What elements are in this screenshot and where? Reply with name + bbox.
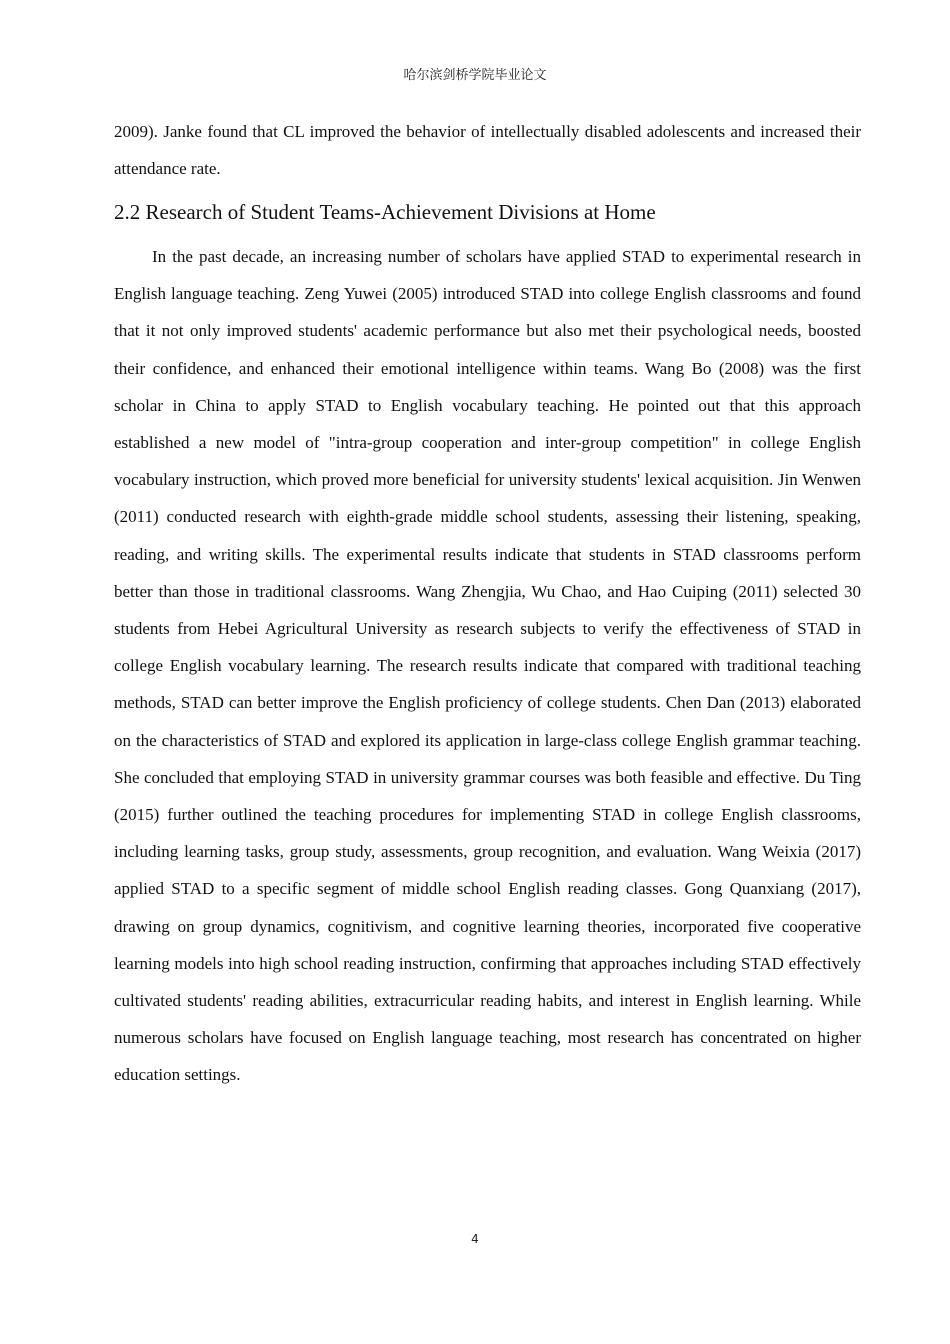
section-paragraph: In the past decade, an increasing number of scholars have applied STAD to experimental research in English language teaching. Zeng Yuwei (2005) introduced STAD into college English classrooms and found that it not only improved students' academic performance but also met their psychological needs, boosted their confidence, and enhanced their emotional intelligence within teams. Wang Bo (2008) was the first scholar in China to apply STAD to English vocabulary teaching. He pointed out that this approach established a new model of "intra-group cooperation and inter-group competition" in college English vocabulary instruction, which proved more beneficial for university students' lexical acquisition. Jin Wenwen (2011) conducted research with eighth-grade middle school students, assessing their listening, speaking, reading, and writing skills. The experimental results indicate that students in STAD classrooms perform better than those in traditional classrooms. Wang Zhengjia, Wu Chao, and Hao Cuiping (2011) selected 30 students from Hebei Agricultural University as research subjects to verify the effectiveness of STAD in college English vocabulary learning. The research results indicate that compared with traditional teaching methods, STAD can better improve the English proficiency of college students. Chen Dan (2013) elaborated on the characteristics of STAD and explored its application in large-class college English grammar teaching. She concluded that employing STAD in university grammar courses was both feasible and effective. Du Ting (2015) further outlined the teaching procedures for implementing STAD in college English classrooms, including learning tasks, group study, assessments, group recognition, and evaluation. Wang Weixia (2017) applied STAD to a specific segment of middle school English reading classes. Gong Quanxiang (2017), drawing on group dynamics, cognitivism, and cognitive learning theories, incorporated five cooperative learning models into high school reading instruction, confirming that approaches including STAD effectively cultivated students' reading abilities, extracurricular reading habits, and interest in English learning. While numerous scholars have focused on English language teaching, most research has concentrated on higher education settings. bbox=[114, 247, 861, 1085]
page-number: 4 bbox=[471, 1232, 479, 1246]
running-header: 哈尔滨剑桥学院毕业论文 bbox=[403, 68, 547, 83]
continuation-paragraph: 2009). Janke found that CL improved the behavior of intellectually disabled adolescents and increased their attendance rate. bbox=[114, 122, 861, 179]
section-heading: 2.2 Research of Student Teams-Achievement Divisions at Home bbox=[114, 200, 656, 224]
